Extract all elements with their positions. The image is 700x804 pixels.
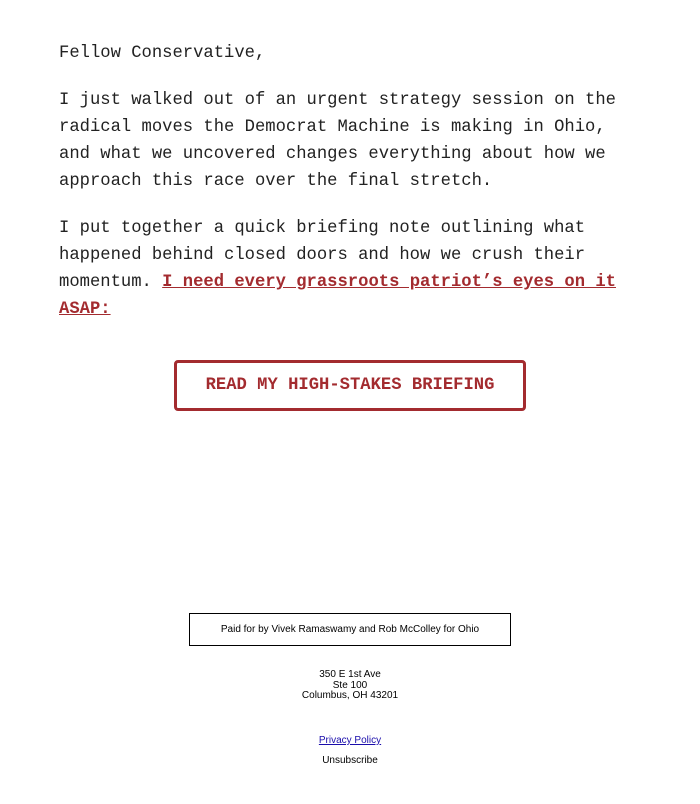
unsubscribe-link[interactable]: Unsubscribe bbox=[322, 755, 378, 766]
email-body bbox=[59, 40, 634, 343]
paid-for-disclaimer: Paid for by Vivek Ramaswamy and Rob McColley for Ohio bbox=[189, 613, 511, 646]
address-line-3: Columbus, OH 43201 bbox=[301, 690, 399, 701]
footer-links bbox=[0, 734, 700, 768]
greeting: Fellow Conservative, bbox=[59, 44, 266, 63]
mailing-address bbox=[0, 670, 700, 702]
paragraph-intro: I just walked out of an urgent strategy session on the radical moves the Democrat Machine is making in Ohio, and what we uncovered changes everything about how we approach this race over the final stretch. bbox=[59, 91, 616, 191]
read-briefing-button[interactable]: READ MY HIGH-STAKES BRIEFING bbox=[174, 360, 526, 411]
privacy-policy-link[interactable]: Privacy Policy bbox=[318, 735, 382, 746]
paragraph-briefing bbox=[59, 215, 634, 323]
address-line-1: 350 E 1st Ave bbox=[319, 669, 381, 680]
paragraph-briefing-text: I put together a quick briefing note outlining what happened behind closed doors and how we crush their momentum. bbox=[59, 219, 586, 292]
address-line-2: Ste 100 bbox=[332, 679, 368, 691]
briefing-inline-link[interactable]: I need every grassroots patriot’s eyes on it ASAP: bbox=[59, 273, 616, 319]
